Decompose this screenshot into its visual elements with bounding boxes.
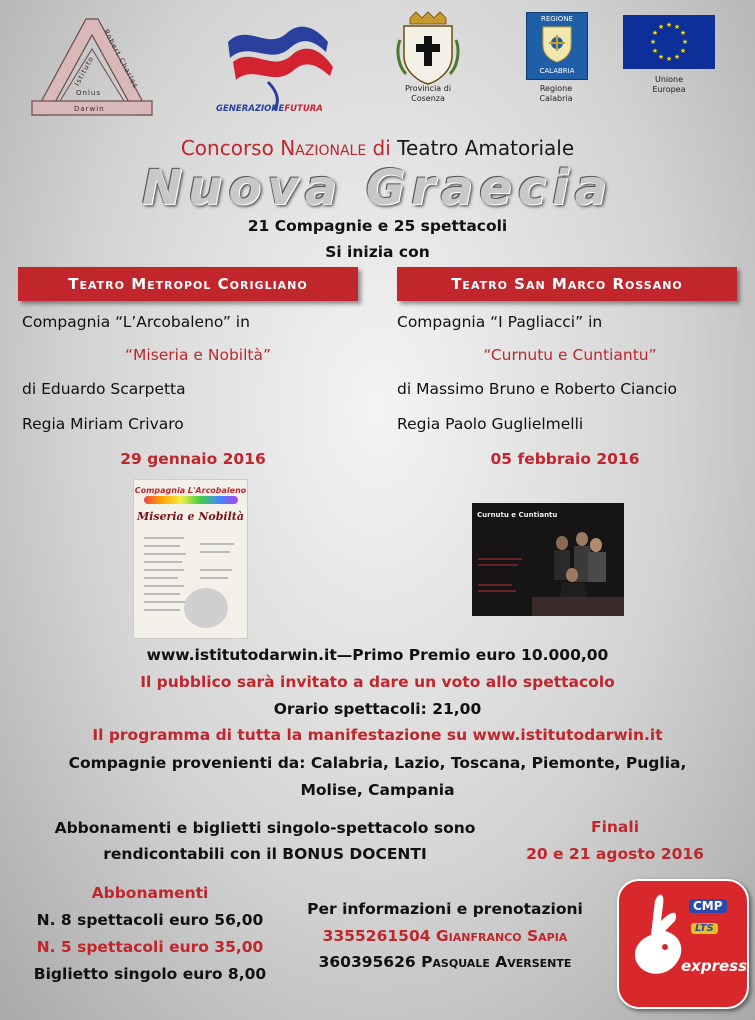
svg-text:★: ★: [657, 53, 665, 61]
unione-europea-logo: [623, 15, 715, 99]
title-concorso: Concorso: [180, 136, 281, 160]
left-play: “Miseria e Nobiltà”: [124, 346, 272, 364]
program-link: Il programma di tutta la manifestazione su www.istitutodarwin.it: [92, 726, 663, 744]
left-company: Compagnia “L’Arcobaleno” in: [22, 313, 250, 331]
regione-badge-bottom: CALABRIA: [539, 67, 575, 75]
subtitle: 21 Compagnie e 25 spettacoli: [247, 217, 508, 235]
cmp-express-logo: [617, 879, 749, 1009]
eu-label: Unione Europea: [652, 75, 686, 94]
main-title: Nuova Graecia: [141, 160, 614, 216]
svg-text:★: ★: [681, 38, 689, 46]
origins-line1: Compagnie provenienti da: Calabria, Lazio, Toscana, Piemonte, Puglia,: [68, 754, 687, 772]
svg-text:★: ★: [679, 29, 687, 37]
lts-badge: LTS: [691, 923, 718, 934]
contest-title: [0, 136, 755, 160]
banner-right: Teatro San Marco Rossano: [397, 267, 737, 301]
futura-text: FUTURA: [284, 104, 323, 114]
regione-badge-top: REGIONE: [541, 15, 573, 23]
left-poster-image: [133, 479, 248, 639]
right-play: “Curnutu e Cuntiantu”: [483, 346, 657, 364]
bonus-line1: Abbonamenti e biglietti singolo-spettacolo sono: [54, 819, 476, 837]
tickets-label: Abbonamenti: [91, 884, 209, 902]
generazione-futura-text: [216, 104, 323, 114]
generazione-futura-logo: [208, 12, 348, 130]
generazione-text: GENERAZIONE: [216, 104, 285, 114]
darwin-logo-onlus: Onlus: [76, 89, 101, 97]
right-date: 05 febbraio 2016: [490, 450, 640, 468]
svg-text:★: ★: [665, 55, 673, 63]
ticket-item-1: N. 8 spettacoli euro 56,00: [36, 911, 264, 929]
starts-with: Si inizia con: [325, 243, 430, 261]
cmp-badge: CMP: [689, 899, 727, 913]
finals-date: 20 e 21 agosto 2016: [526, 845, 704, 863]
poster-text-lines-icon: [140, 530, 240, 634]
coat-of-arms-icon: [396, 10, 460, 86]
left-date: 29 gennaio 2016: [120, 450, 266, 468]
schedule: Orario spettacoli: 21,00: [273, 700, 482, 718]
regione-shield-icon: [541, 25, 573, 63]
darwin-logo-name: Robert Charles: [101, 28, 140, 90]
svg-text:★: ★: [651, 47, 659, 55]
svg-text:★: ★: [657, 23, 665, 31]
left-director: Regia Miriam Crivaro: [22, 415, 184, 433]
ticket-item-2: N. 5 spettacoli euro 35,00: [36, 938, 264, 956]
svg-text:★: ★: [649, 38, 657, 46]
darwin-logo-istituto: Istituto: [73, 54, 96, 88]
svg-text:★: ★: [673, 53, 681, 61]
contact-2: [290, 953, 600, 971]
origins-line2: Molise, Campania: [300, 781, 455, 799]
regione-calabria-logo: [525, 12, 587, 108]
title-teatro-amatoriale: Teatro Amatoriale: [397, 136, 575, 160]
svg-text:★: ★: [673, 23, 681, 31]
right-author: di Massimo Bruno e Roberto Ciancio: [397, 380, 677, 398]
vote-note: Il pubblico sarà invitato a dare un voto allo spettacolo: [140, 673, 615, 691]
right-director: Regia Paolo Guglielmelli: [397, 415, 584, 433]
contact-1: [290, 927, 600, 945]
contact-1-name: Gianfranco Sapia: [435, 927, 568, 945]
finals-label: Finali: [590, 818, 640, 836]
right-poster-image: [472, 503, 624, 616]
banner-left: Teatro Metropol Corigliano: [18, 267, 358, 301]
contact-2-name: Pasquale Aversente: [421, 953, 572, 971]
regione-badge: [526, 12, 588, 80]
express-text: express: [681, 957, 748, 975]
left-poster-header: Compagnia L'Arcobaleno: [134, 486, 247, 495]
site-prize: www.istitutodarwin.it—Primo Premio euro 10.000,00: [146, 646, 609, 664]
left-poster-title: Miseria e Nobiltà: [137, 510, 244, 523]
right-company: Compagnia “I Pagliacci” in: [397, 313, 603, 331]
svg-text:★: ★: [679, 47, 687, 55]
regione-label: Regione Calabria: [539, 84, 573, 103]
left-author: di Eduardo Scarpetta: [22, 380, 186, 398]
darwin-logo: [28, 15, 153, 125]
ticket-item-3: Biglietto singolo euro 8,00: [33, 965, 267, 983]
title-di: di: [366, 136, 398, 160]
svg-text:★: ★: [651, 29, 659, 37]
actors-photo-icon: [472, 503, 624, 616]
flag-swoosh-icon: [208, 12, 348, 112]
bonus-line2: rendicontabili con il BONUS DOCENTI: [103, 845, 427, 863]
rainbow-icon: [144, 496, 238, 504]
right-poster-title: Curnutu e Cuntiantu: [477, 511, 558, 519]
provincia-label: Provincia di Cosenza: [404, 84, 452, 103]
provincia-cosenza-logo: [396, 10, 460, 110]
contact-1-phone: 3355261504: [322, 927, 436, 945]
title-nazionale: Nazionale: [280, 136, 367, 160]
contacts-label: Per informazioni e prenotazioni: [307, 900, 583, 918]
contact-2-phone: 360395626: [318, 953, 422, 971]
svg-text:★: ★: [665, 21, 673, 29]
eu-flag-icon: [623, 15, 715, 69]
darwin-logo-darwin: Darwin: [74, 105, 105, 113]
